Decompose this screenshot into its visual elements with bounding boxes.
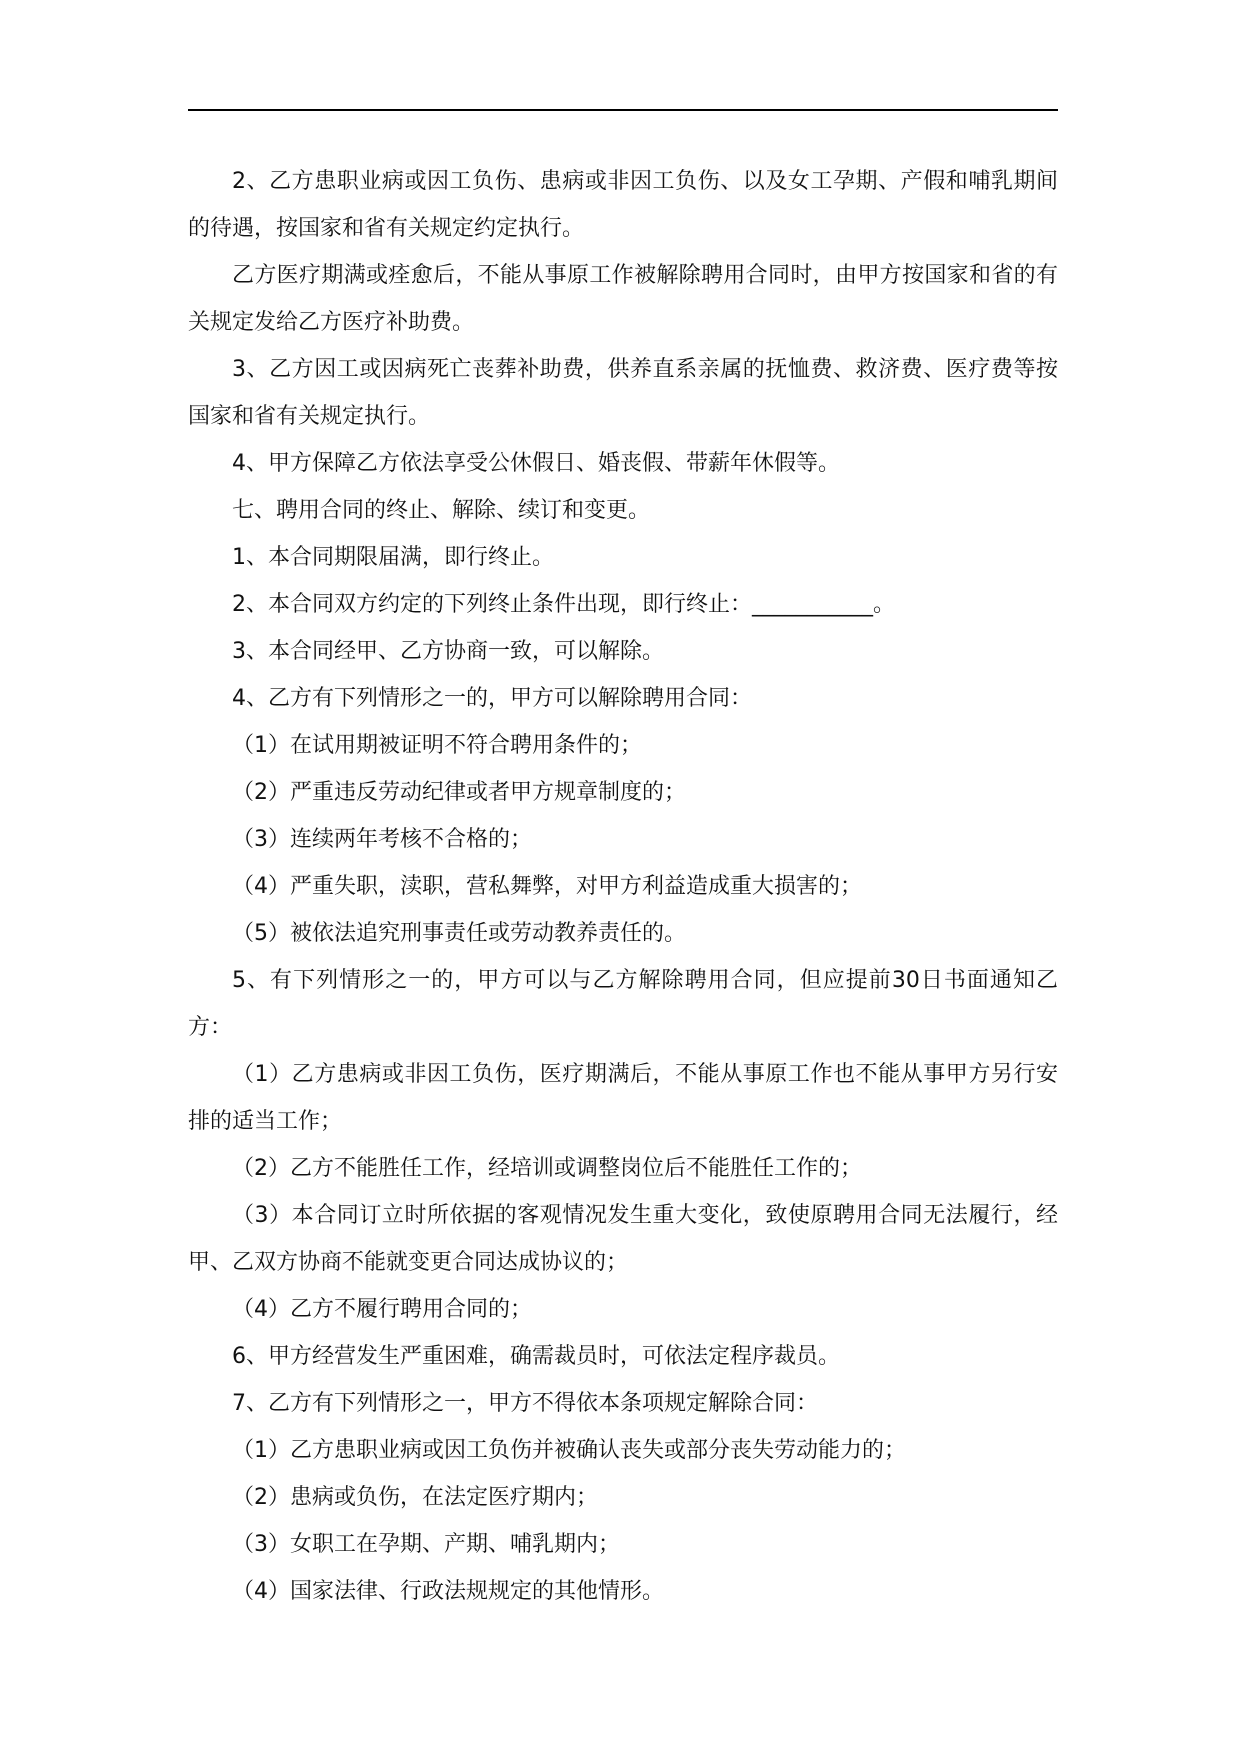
paragraph-2-treatment: 2、乙方患职业病或因工负伤、患病或非因工负伤、以及女工孕期、产假和哺乳期间的待遇，按国家和省有关规定约定执行。: [188, 169, 1058, 241]
paragraph-3-funeral-subsidy: 3、乙方因工或因病死亡丧葬补助费，供养直系亲属的抚恤费、救济费、医疗费等按国家和省有关规定执行。: [188, 357, 1058, 429]
list-item: （3）连续两年考核不合格的；: [232, 827, 532, 852]
list-item: （1）在试用期被证明不符合聘用条件的；: [232, 733, 642, 758]
list-item: （4）乙方不履行聘用合同的；: [232, 1297, 532, 1322]
list-item: （5）被依法追究刑事责任或劳动教养责任的。: [232, 921, 686, 946]
list-item: （1）乙方患职业病或因工负伤并被确认丧失或部分丧失劳动能力的；: [232, 1438, 906, 1463]
list-item: （3）女职工在孕期、产期、哺乳期内；: [232, 1532, 620, 1557]
paragraph-notice-termination: 5、有下列情形之一的，甲方可以与乙方解除聘用合同，但应提前30日书面通知乙方：: [188, 968, 1058, 1040]
list-item: （3）本合同订立时所依据的客观情况发生重大变化，致使原聘用合同无法履行，经甲、乙双方协商不能就变更合同达成协议的；: [188, 1203, 1058, 1275]
paragraph-4-holidays: 4、甲方保障乙方依法享受公休假日、婚丧假、带薪年休假等。: [232, 451, 840, 476]
paragraph-agreed-conditions: 2、本合同双方约定的下列终止条件出现，即行终止：___________。: [232, 592, 895, 617]
section-heading-termination: 七、聘用合同的终止、解除、续订和变更。: [232, 498, 651, 523]
paragraph-term-expiry: 1、本合同期限届满，即行终止。: [232, 545, 554, 570]
document-body: [188, 158, 1058, 1615]
paragraph-medical-subsidy: 乙方医疗期满或痊愈后，不能从事原工作被解除聘用合同时，由甲方按国家和省的有关规定发给乙方医疗补助费。: [188, 263, 1058, 335]
header-rule: [188, 109, 1058, 111]
paragraph-protected-situations: 7、乙方有下列情形之一，甲方不得依本条项规定解除合同：: [232, 1391, 818, 1416]
list-item: （2）乙方不能胜任工作，经培训或调整岗位后不能胜任工作的；: [232, 1156, 862, 1181]
list-item: （2）患病或负伤，在法定医疗期内；: [232, 1485, 598, 1510]
list-item: （4）国家法律、行政法规规定的其他情形。: [232, 1579, 664, 1604]
paragraph-layoffs: 6、甲方经营发生严重困难，确需裁员时，可依法定程序裁员。: [232, 1344, 840, 1369]
list-item: （2）严重违反劳动纪律或者甲方规章制度的；: [232, 780, 686, 805]
paragraph-mutual-termination: 3、本合同经甲、乙方协商一致，可以解除。: [232, 639, 664, 664]
list-item: （1）乙方患病或非因工负伤，医疗期满后，不能从事原工作也不能从事甲方另行安排的适当工作；: [188, 1062, 1058, 1134]
list-item: （4）严重失职，渎职，营私舞弊，对甲方利益造成重大损害的；: [232, 874, 862, 899]
paragraph-employer-may-terminate: 4、乙方有下列情形之一的，甲方可以解除聘用合同：: [232, 686, 752, 711]
